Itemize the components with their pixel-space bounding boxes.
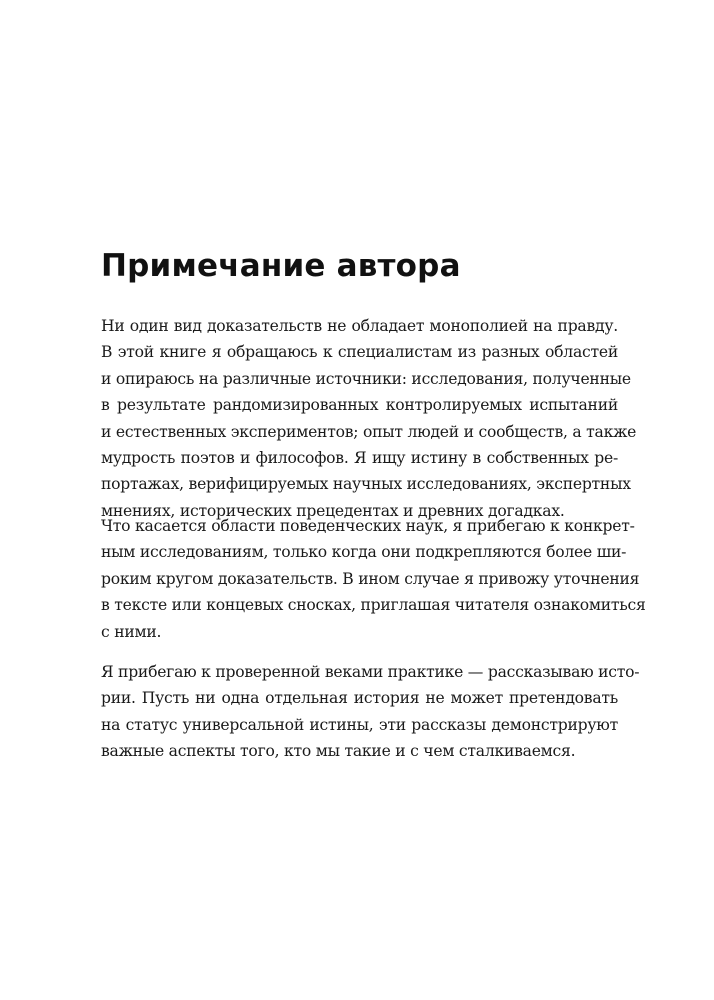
text-line: Что касается области поведенческих наук, я прибегаю к конкрет- — [101, 517, 635, 535]
paragraph-3 — [101, 659, 640, 765]
page-title: Примечание автора — [101, 248, 461, 284]
text-line: в тексте или концевых сносках, приглашая читателя ознакомиться — [101, 596, 646, 615]
text-line: Я прибегаю к проверенной веками практике — рассказываю исто- — [101, 663, 640, 681]
text-line: ным исследованиям, только когда они подкрепляются более ши- — [101, 543, 627, 562]
text-line: и естественных экспериментов; опыт людей и сообществ, а также — [101, 422, 637, 441]
text-line: на статус универсальной истины, эти рассказы демонстрируют — [101, 715, 618, 734]
text-line: в результате рандомизированных контролируемых испытаний — [101, 396, 618, 415]
text-line: мнениях, исторических прецедентах и древних догадках. — [101, 501, 565, 520]
text-line: с ними. — [101, 622, 162, 641]
text-line: важные аспекты того, кто мы такие и с чем сталкиваемся. — [101, 742, 576, 761]
text-line: портажах, верифицируемых научных исследованиях, экспертных — [101, 475, 631, 494]
paragraph-2 — [101, 513, 646, 645]
text-line: Ни один вид доказательств не обладает монополией на правду. — [101, 317, 618, 335]
text-line: В этой книге я обращаюсь к специалистам из разных областей — [101, 343, 618, 362]
text-line: рии. Пусть ни одна отдельная история не может претендовать — [101, 689, 618, 708]
text-line: и опираюсь на различные источники: исследования, полученные — [101, 369, 631, 388]
text-line: мудрость поэтов и философов. Я ищу истину в собственных ре- — [101, 449, 618, 468]
paragraph-1 — [101, 313, 637, 524]
text-line: роким кругом доказательств. В ином случае я привожу уточнения — [101, 569, 640, 588]
